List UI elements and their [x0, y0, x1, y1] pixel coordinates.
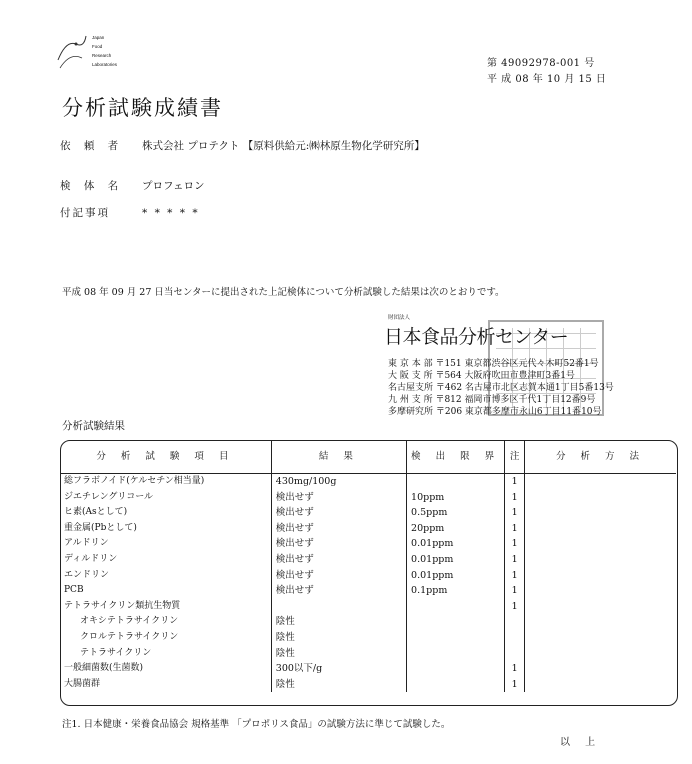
- issuer-name: 日本食品分析センター: [384, 326, 569, 348]
- client-label: 依 頼 者: [60, 140, 124, 152]
- document-date: 平 成 08 年 10 月 15 日: [487, 74, 607, 85]
- cell-limit: [407, 599, 505, 615]
- table-row: [60, 568, 676, 584]
- cell-limit: [407, 646, 505, 662]
- issuer-type: 財団法人: [388, 315, 411, 321]
- cell-note: 1: [505, 536, 525, 552]
- cell-limit: 0.1ppm: [407, 583, 505, 599]
- cell-limit: 0.5ppm: [407, 505, 505, 521]
- cell-method: [525, 521, 676, 537]
- cell-note: 1: [505, 474, 525, 490]
- table-row: [60, 661, 676, 677]
- cell-limit: [407, 614, 505, 630]
- section-title: 分析試験結果: [62, 420, 125, 432]
- header-result: 結 果: [271, 440, 406, 474]
- cell-method: [525, 505, 676, 521]
- cell-item: テトラサイクリン類抗生物質: [64, 600, 181, 611]
- cell-item: 総フラボノイド(ケルセチン相当量): [64, 476, 205, 486]
- cell-item: ディルドリン: [64, 553, 118, 564]
- cell-item: エンドリン: [64, 569, 110, 580]
- cell-result: 検出せず: [271, 568, 406, 584]
- cell-note: 1: [505, 661, 525, 677]
- sample-value: プロフェロン: [142, 180, 205, 192]
- branch-address: 多摩研究所 〒206 東京都多摩市永山6丁目11番10号: [388, 407, 602, 417]
- header-limit: 検 出 限 界: [407, 440, 505, 474]
- cell-method: [525, 661, 676, 677]
- cell-item: クロルテトラサイクリン: [80, 631, 179, 642]
- cell-note: 1: [505, 505, 525, 521]
- cell-limit: 20ppm: [407, 521, 505, 537]
- cell-method: [525, 677, 676, 693]
- cell-result: 検出せず: [271, 521, 406, 537]
- cell-result: [271, 599, 406, 615]
- logo-line: Japan: [92, 35, 105, 40]
- cell-note: 1: [505, 677, 525, 693]
- table-row: [60, 490, 676, 506]
- cell-item: オキシテトラサイクリン: [80, 616, 179, 627]
- cell-result: 検出せず: [271, 583, 406, 599]
- table-row: [60, 630, 676, 646]
- table-header-row: [60, 440, 676, 474]
- cell-method: [525, 614, 676, 630]
- sample-label: 検 体 名: [60, 180, 124, 192]
- table-row: [60, 646, 676, 662]
- footnote: 注1. 日本健康・栄養食品協会 規格基準 「プロポリス食品」の試験方法に準じて試験した。: [62, 719, 451, 730]
- cell-result: 陰性: [271, 630, 406, 646]
- cell-note: 1: [505, 599, 525, 615]
- cell-method: [525, 536, 676, 552]
- cell-note: [505, 646, 525, 662]
- cell-result: 検出せず: [271, 552, 406, 568]
- cell-limit: [407, 677, 505, 693]
- table-row: [60, 583, 676, 599]
- cell-result: 陰性: [271, 646, 406, 662]
- cell-result: 検出せず: [271, 536, 406, 552]
- cell-item: 大腸菌群: [64, 678, 101, 689]
- cell-result: 検出せず: [271, 505, 406, 521]
- branch-address: 九 州 支 所 〒812 福岡市博多区千代1丁目12番9号: [388, 395, 596, 405]
- lab-emblem-icon: [56, 30, 90, 72]
- cell-result: 430mg/100g: [271, 474, 406, 490]
- logo-line: Food: [92, 44, 103, 49]
- cell-method: [525, 630, 676, 646]
- table-row: [60, 614, 676, 630]
- cell-limit: [407, 630, 505, 646]
- table-row: [60, 552, 676, 568]
- logo-line: Research: [92, 53, 112, 58]
- table-row: [60, 536, 676, 552]
- closing-text: 以 上: [560, 737, 602, 748]
- cell-item: ヒ素(Asとして): [64, 507, 128, 518]
- cell-item: アルドリン: [64, 538, 109, 549]
- client-value: 株式会社 プロテクト 【原料供給元:㈱林原生物化学研究所】: [142, 140, 425, 152]
- cell-result: 陰性: [271, 614, 406, 630]
- cell-limit: 0.01ppm: [407, 536, 505, 552]
- remarks-value: * * * * *: [142, 207, 200, 219]
- cell-note: 1: [505, 583, 525, 599]
- cell-result: 300以下/g: [271, 661, 406, 677]
- table-row: [60, 505, 676, 521]
- logo-line: Laboratories: [92, 62, 118, 67]
- table-row: [60, 521, 676, 537]
- cell-limit: [407, 661, 505, 677]
- cell-note: 1: [505, 552, 525, 568]
- branch-address: 東 京 本 部 〒151 東京都渋谷区元代々木町52番1号: [388, 359, 599, 369]
- cell-note: 1: [505, 490, 525, 506]
- cell-item: 重金属(Pbとして): [64, 522, 137, 533]
- cell-item: テトラサイクリン: [80, 647, 152, 658]
- cell-limit: 0.01ppm: [407, 552, 505, 568]
- cell-method: [525, 583, 676, 599]
- branch-address: 名古屋支所 〒462 名古屋市北区志賀本通1丁目5番13号: [388, 383, 614, 393]
- intro-text: 平成 08 年 09 月 27 日当センターに提出された上記検体について分析試験した結果は次のとおりです。: [62, 287, 505, 298]
- cell-limit: 10ppm: [407, 490, 505, 506]
- cell-method: [525, 568, 676, 584]
- table-row: [60, 599, 676, 615]
- branch-address: 大 阪 支 所 〒564 大阪府吹田市豊津町3番1号: [388, 371, 575, 381]
- header-method: 分 析 方 法: [525, 440, 676, 474]
- cell-method: [525, 646, 676, 662]
- header-item: 分 析 試 験 項 目: [60, 440, 271, 474]
- cell-method: [525, 552, 676, 568]
- cell-item: 一般細菌数(生菌数): [64, 663, 144, 674]
- page-title: 分析試験成績書: [62, 96, 223, 120]
- table-row: [60, 474, 676, 490]
- document-number: 第 49092978-001 号: [487, 58, 595, 69]
- cell-note: 1: [505, 521, 525, 537]
- lab-logo: [56, 30, 136, 72]
- cell-note: [505, 614, 525, 630]
- cell-method: [525, 599, 676, 615]
- cell-note: [505, 630, 525, 646]
- remarks-label: 付記事項: [60, 207, 110, 219]
- results-table: [60, 440, 676, 692]
- cell-method: [525, 490, 676, 506]
- cell-limit: [407, 474, 505, 490]
- cell-result: 検出せず: [271, 490, 406, 506]
- cell-method: [525, 474, 676, 490]
- cell-result: 陰性: [271, 677, 406, 693]
- cell-note: 1: [505, 568, 525, 584]
- header-note: 注: [505, 440, 525, 474]
- table-row: [60, 677, 676, 693]
- cell-item: ジエチレングリコール: [64, 491, 154, 502]
- cell-item: PCB: [64, 585, 84, 596]
- cell-limit: 0.01ppm: [407, 568, 505, 584]
